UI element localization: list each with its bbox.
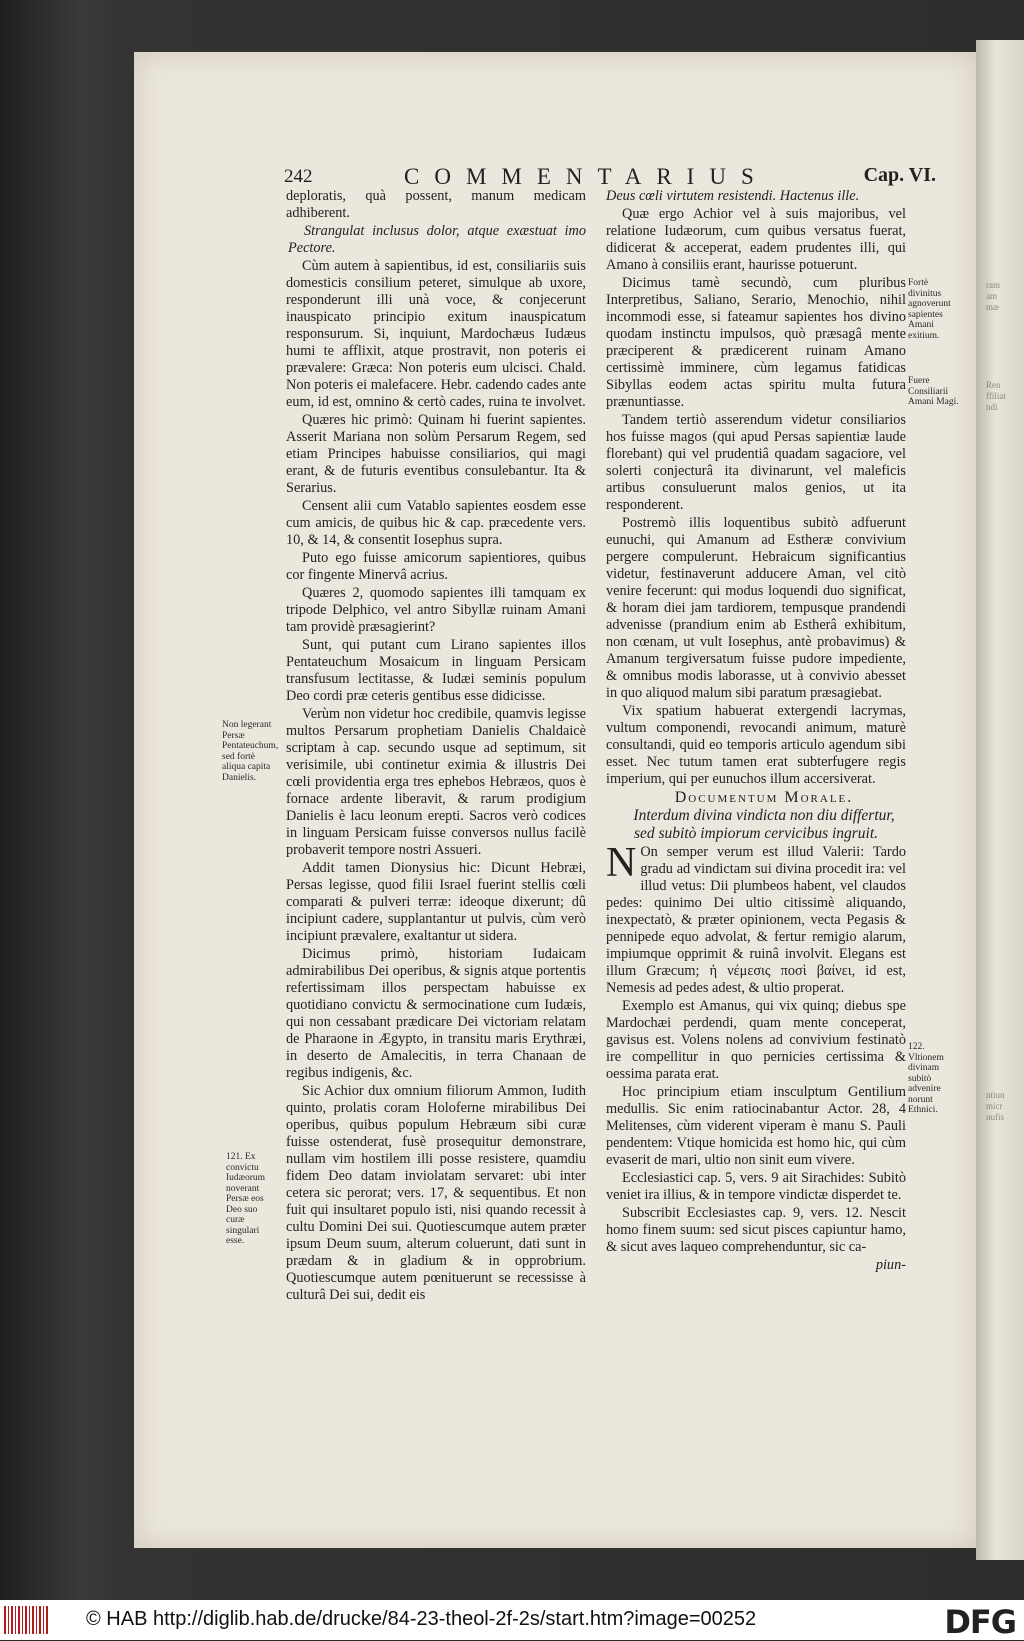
page-number: 242: [284, 166, 313, 187]
paragraph: Deus cœli virtutem resistendi. Hactenus ille.: [606, 188, 860, 204]
section-lead: Interdum divina vindicta non diu differtur, sed subitò impiorum cervicibus ingruit.: [633, 807, 895, 842]
paragraph: Addit tamen Dionysius hic: Dicunt Hebræi, Persas legisse, quod filii Israel fuerint stellis cœli comparati & pulveri terræ: ideoque dixerunt; dû incipiunt cadere, supplantantur ut pulvis, cùm verò incipiunt prævalere, exaltantur ut sidera.: [286, 860, 586, 944]
paragraph: Puto ego fuisse amicorum sapientiores, quibus cor fingente Minervâ acrius.: [286, 550, 586, 583]
paragraph: Censent alii cum Vatablo sapientes eosdem esse cum amicis, de quibus hic & cap. præcedente vers. 10, & 14, & consentit Iosephus supra.: [286, 498, 586, 548]
paragraph: Quæres 2, quomodo sapientes illi tamquam ex tripode Delphico, vel antro Sibyllæ ruinam Amani tam providè præsagierint?: [286, 585, 586, 635]
margin-note: Fortè divinitus agnoverunt sapientes Amani exitium.: [908, 278, 951, 341]
right-text-column: [606, 188, 906, 1275]
facing-page-edge: [976, 40, 1024, 1560]
paragraph: Tandem tertiò asserendum videtur consiliarios hos fuisse magos (qui apud Persas sapientiæ laude florebant) qui vel prudentiâ quadam sagaciore, vel solerti conjecturâ ita divinarunt, vel maleficis artibus consuluerunt malos genios, ut ita responderent.: [606, 412, 906, 513]
margin-note: 121. Ex convictu Iudæorum noverant Persæ eos Deo suo curæ singulari esse.: [226, 1152, 266, 1246]
dfg-logo: DFG: [944, 1603, 1016, 1641]
book-page: [134, 52, 976, 1548]
margin-note: 122. Vltionem divinam subitò advenire norunt Ethnici.: [908, 1042, 944, 1115]
paragraph: Ecclesiastici cap. 5, vers. 9 ait Sirachides: Subitò veniet ira illius, & in tempore vindictæ disperdet te.: [606, 1170, 906, 1203]
verse-quote: Strangulat inclusus dolor, atque exæstuat imo Pectore.: [288, 223, 586, 256]
catchword: piun-: [875, 1257, 906, 1273]
facing-page-ghost-text: ntiun micr nufis: [986, 1090, 1005, 1122]
paragraph: Quæres hic primò: Quinam hi fuerint sapientes. Asserit Mariana non solùm Persarum Regem, sed etiam Principes habuisse consiliarios, qui magi erant, & de futuris eventibus consulebantur. Ita & Serarius.: [286, 412, 586, 496]
paragraph: Subscribit Ecclesiastes cap. 9, vers. 12. Nescit homo finem suum: sed sicut pisces capiuntur hamo, & sicut aves laqueo comprehenduntur, sic ca-: [606, 1205, 906, 1255]
paragraph: Dicimus primò, historiam Iudaicam admirabilibus Dei operibus, & signis atque portentis refertissimam illos perspectam habuisse ex quotidiano convictu & sermocinatione cum Iudæis, qui non cessabant prædicare Dei victoriam relatam de Pharaone in Ægypto, in transitu maris Erythræi, in deserto de Amalecitis, in terra Chanaan de regibus indigenis, &c.: [286, 946, 586, 1081]
facing-page-ghost-text: ram am mæ: [986, 280, 1000, 312]
paragraph: Sic Achior dux omnium filiorum Ammon, Iudith quinto, prolatis coram Holoferne mirabilibus Dei operibus, quibus populum Hebræum sibi curæ fuisse ostenderat, fusè prosequitur demonstrare, nullam vim hostilem illi posse resistere, quamdiu fidem Deo datam inviolatam servaret: ubi inter cetera sic perorat; vers. 17, & sequentibus. Et non fuit qui insultaret populo isti, nisi quando recessit à cultu Domini Dei sui. Quotiescumque autem præter ipsum Deum suum, alterum coluerunt, dati sunt in prædam & in gladium & in opprobrium. Quotiescumque autem pœnituerunt se recessisse à culturâ Dei sui, dedit eis: [286, 1083, 586, 1303]
drop-cap: N: [606, 840, 637, 886]
paragraph: Postremò illis loquentibus subitò adfuerunt eunuchi, qui Amanum ad Estheræ convivium pergere compulerunt. Hebraicum significantius videtur, festinaverunt adducere Aman, vel citò venire fecerunt: qui modus loquendi duo significat, & horam diei jam tardiorem, tempusque prandendi advenisse (prandium enim ab Estherâ exhibitum, non cœnam, ut vult Iosephus, antè probavimus) & Amanum tergiversatum fuisse pudore impediente, & omnibus modis laborasse, ut à convivio abesset in quo aliquod malum sibi paratum præsagiebat.: [606, 515, 906, 701]
running-title: COMMENTARIUS: [404, 164, 769, 189]
facing-page-ghost-text: Ren ffiliat ndi: [986, 380, 1006, 412]
paragraph: Verùm non videtur hoc credibile, quamvis legisse multos Persarum prophetiam Danielis Chaldaicè scriptam à cap. secundo usque ad septimum, sit verisimile, ubi continetur eximia & illustris Dei cœli providentia erga tres ephebos Hebræos, quos è fornace ardente liberavit, & rarum prodigium Danielis è lacu leonum erepti. Sacros verò codices in linguam Persicam fuisse conversos nullus facilè probaverit tempore nostri Assueri.: [286, 706, 586, 858]
paragraph: Hoc principium etiam insculptum Gentilium medullis. Sic enim ratiocinabantur Actor. 28, 4 Melitenses, cùm viderent viperam è manu S. Pauli pendentem: Vtique homicida est homo hic, qui cùm evaserit de mari, ultio non sinit eum vivere.: [606, 1084, 906, 1168]
paragraph: Sunt, qui putant cum Lirano sapientes illos Pentateuchum Mosaicum in linguam Persicam transfusum lectitasse, & Iudæi seminis populum Deo cordi præ ceteris gentibus esse didicisse.: [286, 637, 586, 704]
left-text-column: [286, 188, 586, 1305]
paragraph: Quæ ergo Achior vel à suis majoribus, vel relatione Iudæorum, cum quibus versatus fuerat, didicerat & acceperat, eadem prudentes illi, qui Amano à consiliis erant, haurisse potuerunt.: [606, 206, 906, 273]
page-header: [284, 164, 936, 190]
margin-note: Fuere Consiliarii Amani Magi.: [908, 376, 959, 407]
paragraph: deploratis, quà possent, manum medicam adhiberent.: [286, 188, 586, 221]
paragraph: Dicimus tamè secundò, cum pluribus Interpretibus, Saliano, Serario, Menochio, nihil incommodi esse, si fateamur sapientes hos divino quodam instinctu impulsos, quò præsagâ mente præciperent & prædicerent ruinam Amano certissimè imminere, cùm legamus fatidicas Sibyllas eodem actas spiritu multa futura prænuntiasse.: [606, 275, 906, 410]
paragraph: Cùm autem à sapientibus, id est, consiliariis suis domesticis consilium peteret, simulque ab uxore, responderunt illi unà voce, & conjecerunt inauspicato principio exitum inauspicatum responsurum. Si, inquiunt, Mardochæus Iudæus humi te afflixit, atque prostravit, non poteris ei prævalere: Græca: Non poteris eum ulcisci. Chald. Non poteris ei malefacere. Hebr. cadendo cades ante eum, id est, omnino & certò cades, ruina te involvet.: [286, 258, 586, 410]
paragraph: Exemplo est Amanus, qui vix quinq; diebus spe Mardochæi perdendi, quam mente conceperat, gavisus est. Volens nolens ad convivium festinatò ire compellitur in quo pernicies certissima & oessima parata erat.: [606, 998, 906, 1082]
paragraph-text: On semper verum est illud Valerii: Tardo gradu ad vindictam sui divina procedit ira: vel illud vetus: Dii plumbeos habent, vel claudos pedes: quinimo Dei ultio citissimè aliquando, inexpectatò, & præter opinionem, vecta Pegasis & pennipede equo advolat, & fertur remigio alarum, impiumque opprimit & ruinâ involvit. Elegans est illum Græcum; ἡ νέμεσις ποσὶ βαίνει, id est, Nemesis ad pedes adest, & ultio properat.: [606, 844, 906, 996]
chapter-label: Cap. VI.: [863, 164, 936, 186]
footer-url[interactable]: © HAB http://diglib.hab.de/drucke/84-23-theol-2f-2s/start.htm?image=00252: [86, 1608, 757, 1630]
barcode-icon: [4, 1606, 48, 1634]
margin-note: Non legerant Persæ Pentateuchum, sed fortè aliqua capita Danielis.: [222, 720, 279, 783]
paragraph: [606, 840, 906, 997]
section-heading: Documentum Morale.: [674, 789, 854, 806]
footer-bar: [0, 1600, 1024, 1640]
paragraph: Vix spatium habuerat extergendi lacrymas, vultum componendi, revocandi animum, maturè consultandi, quid eo temporis articulo agendum sibi esset. Nec tutum tamen erat subterfugere regis imperium, qui per eunuchos illum accersiverat.: [606, 703, 906, 787]
